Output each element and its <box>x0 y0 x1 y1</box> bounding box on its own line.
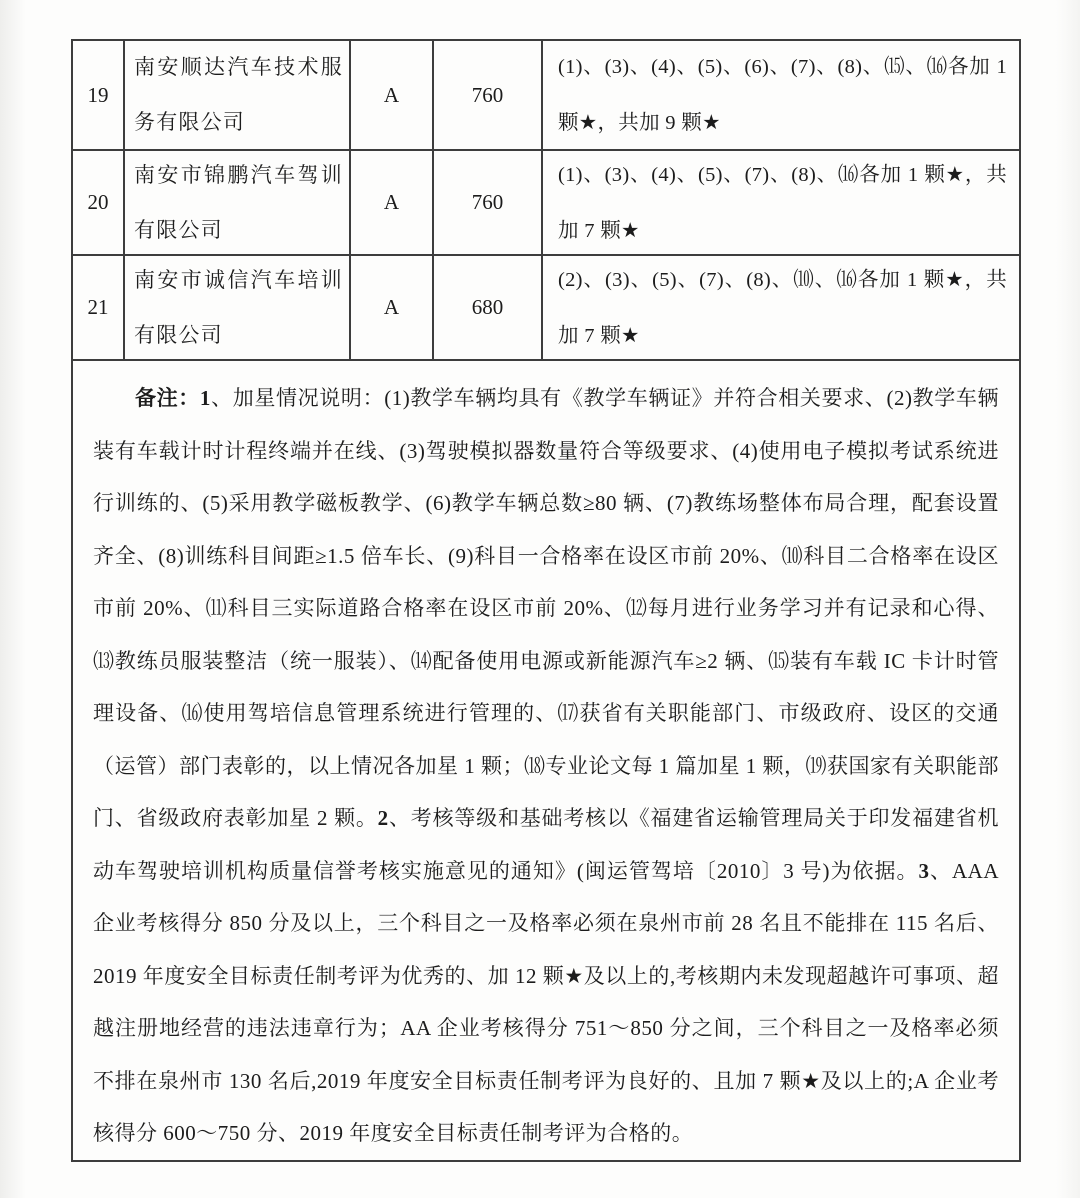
cell-grade <box>351 151 434 254</box>
notes-cell <box>73 361 1019 1160</box>
cell-grade-text: A <box>383 190 400 214</box>
cell-score <box>434 256 543 359</box>
cell-row-index <box>73 256 125 359</box>
cell-row-index-text: 19 <box>87 82 109 107</box>
cell-remark-text: (1)、(3)、(4)、(5)、(7)、(8)、⒃各加 1 颗★，共加 7 颗★ <box>558 163 1007 242</box>
cell-score-text: 760 <box>471 190 504 214</box>
cell-company-name-text: 南安顺达汽车技术服务有限公司 <box>134 55 343 134</box>
notes-segment: 、加星情况说明：(1)教学车辆均具有《教学车辆证》并符合相关要求、(2)教学车辆装有车载计时计程终端并在线、(3)驾驶模拟器数量符合等级要求、(4)使用电子模拟考试系统进行训练的、(5)采用教学磁板教学、(6)教学车辆总数≥80 辆、(7)教练场整体布局合理，配套设置齐全、(8)训练科目间距≥1.5 倍车长、(9)科目一合格率在设区市前 20%、⑽科目二合格率在设区市前 20%、⑾科目三实际道路合格率在设区市前 20%、⑿每月进行业务学习并有记录和心得、⒀教练员服装整洁（统一服装）、⒁配备使用电源或新能源汽车≥2 辆、⒂装有车载 IC 卡计时管理设备、⒃使用驾培信息管理系统进行管理的、⒄获省有关职能部门、市级政府、设区的交通（运管）部门表彰的，以上情况各加星 1 颗；⒅专业论文每 1 篇加星 1 颗，⒆获国家有关职能部门、省级政府表彰加星 2 颗。 <box>93 386 999 830</box>
cell-remark <box>543 151 1019 254</box>
cell-grade-text: A <box>383 295 400 319</box>
notes-segment: 、考核等级和基础考核以《福建省运输管理局关于印发福建省机动车驾驶培训机构质量信誉考核实施意见的通知》(闽运管驾培〔2010〕3 号)为依据。 <box>93 806 1000 883</box>
cell-score <box>434 151 543 254</box>
notes-segment-bold: 3 <box>918 858 930 883</box>
cell-company-name <box>125 41 351 149</box>
cell-row-index <box>73 151 125 254</box>
table-row <box>73 41 1019 151</box>
cell-remark <box>543 256 1019 359</box>
table-row <box>73 151 1019 256</box>
cell-company-name-text: 南安市诚信汽车培训有限公司 <box>134 267 343 347</box>
notes-segment: 、AAA 企业考核得分 850 分及以上，三个科目之一及格率必须在泉州市前 28 名且不能排在 115 名后、2019 年度安全目标责任制考评为优秀的、加 12 颗★及以上的,考核期内未发现超越许可事项、超越注册地经营的违法违章行为；AA 企业考核得分 751～850 分之间，三个科目之一及格率必须不排在泉州市 130 名后,2019 年度安全目标责任制考评为良好的、且加 7 颗★及以上的;A 企业考核得分 600～750 分、2019 年度安全目标责任制考评为合格的。 <box>93 858 1000 1145</box>
cell-row-index <box>73 41 125 149</box>
cell-score-text: 760 <box>471 82 504 107</box>
cell-grade <box>351 41 434 149</box>
table-body <box>73 41 1019 361</box>
notes-segment-bold: 备注：1 <box>135 386 211 410</box>
cell-remark <box>543 41 1019 149</box>
cell-company-name <box>125 151 351 254</box>
cell-remark-text: (2)、(3)、(5)、(7)、(8)、⑽、⒃各加 1 颗★，共加 7 颗★ <box>558 268 1007 347</box>
cell-remark-text: (1)、(3)、(4)、(5)、(6)、(7)、(8)、⒂、⒃各加 1 颗★，共加 9 颗★ <box>558 56 1007 134</box>
cell-score-text: 680 <box>471 295 504 319</box>
cell-row-index-text: 21 <box>87 295 109 319</box>
table-row <box>73 256 1019 361</box>
cell-company-name <box>125 256 351 359</box>
cell-company-name-text: 南安市锦鹏汽车驾训有限公司 <box>134 162 343 242</box>
cell-row-index-text: 20 <box>87 190 109 214</box>
notes-segment-bold: 2 <box>377 806 389 830</box>
assessment-table <box>71 39 1021 1162</box>
cell-grade <box>351 256 434 359</box>
cell-grade-text: A <box>383 82 400 107</box>
notes-paragraph <box>93 372 999 1160</box>
cell-score <box>434 41 543 149</box>
